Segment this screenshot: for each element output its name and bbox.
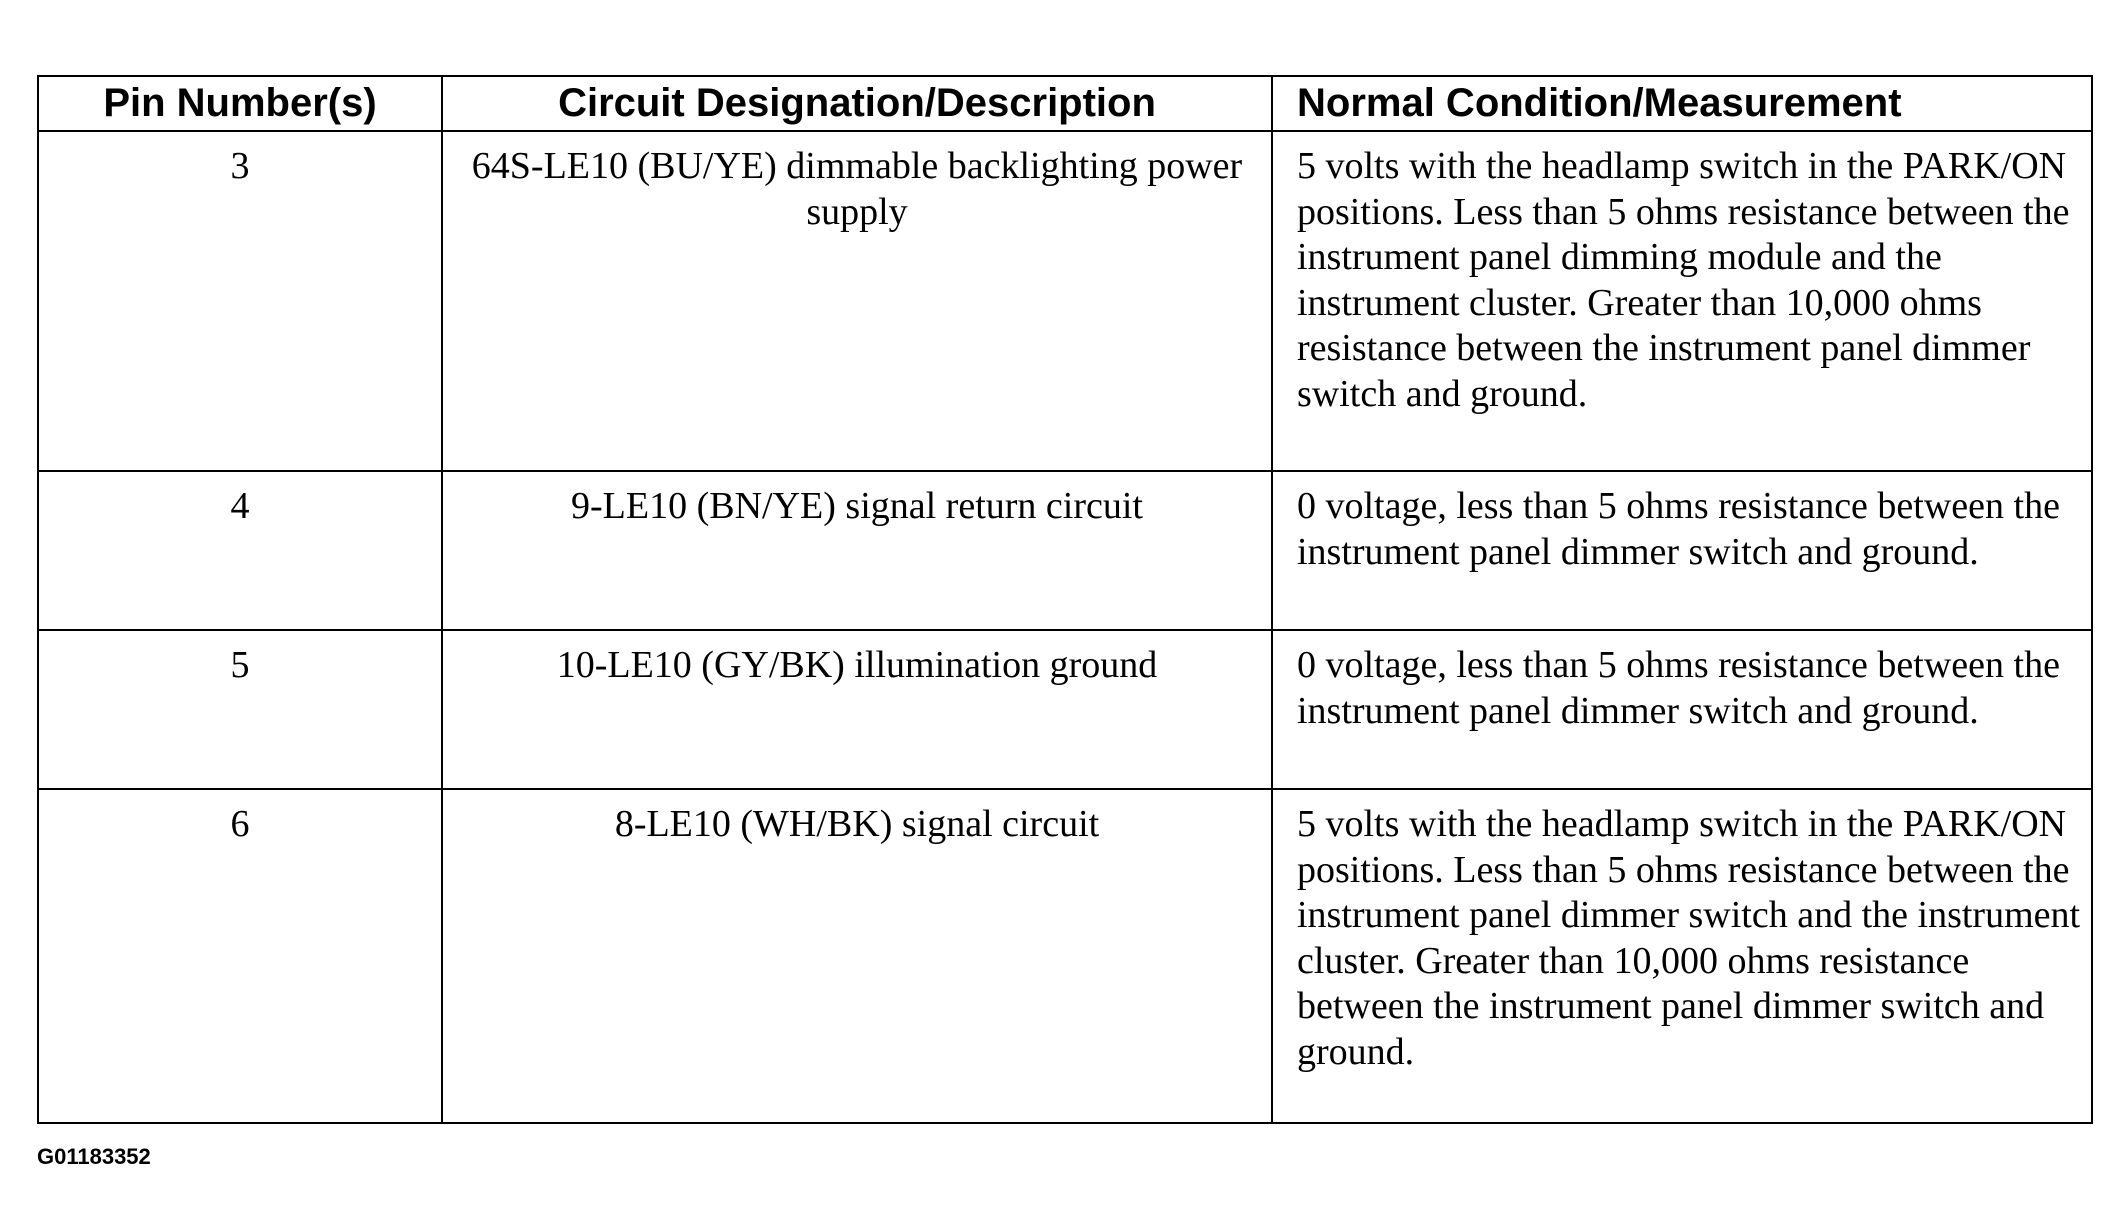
header-circuit-designation: Circuit Designation/Description (442, 76, 1272, 131)
condition-cell: 5 volts with the headlamp switch in the PARK/ON positions. Less than 5 ohms resistance between the instrument panel dimming module and the instrument cluster. Greater than 10,000 ohms resistance between the instrument panel dimmer switch and ground. (1272, 131, 2092, 471)
pin-number-cell: 5 (38, 630, 442, 789)
circuit-description-cell: 10-LE10 (GY/BK) illumination ground (442, 630, 1272, 789)
table-row (38, 630, 2092, 789)
header-normal-condition: Normal Condition/Measurement (1272, 76, 2092, 131)
table-row (38, 789, 2092, 1123)
circuit-description-cell: 9-LE10 (BN/YE) signal return circuit (442, 471, 1272, 630)
condition-cell: 0 voltage, less than 5 ohms resistance between the instrument panel dimmer switch and ground. (1272, 471, 2092, 630)
header-pin-numbers: Pin Number(s) (38, 76, 442, 131)
figure-reference-code: G01183352 (37, 1144, 151, 1169)
table-header-row (38, 76, 2092, 131)
table-row (38, 471, 2092, 630)
condition-cell: 5 volts with the headlamp switch in the PARK/ON positions. Less than 5 ohms resistance between the instrument panel dimmer switch and the instrument cluster. Greater than 10,000 ohms resistance between the instrument panel dimmer switch and ground. (1272, 789, 2092, 1123)
pin-number-cell: 4 (38, 471, 442, 630)
pin-table-container (37, 75, 2093, 1124)
pin-number-cell: 3 (38, 131, 442, 471)
circuit-description-cell: 64S-LE10 (BU/YE) dimmable backlighting power supply (442, 131, 1272, 471)
table-row (38, 131, 2092, 471)
circuit-description-cell: 8-LE10 (WH/BK) signal circuit (442, 789, 1272, 1123)
pin-number-cell: 6 (38, 789, 442, 1123)
condition-cell: 0 voltage, less than 5 ohms resistance between the instrument panel dimmer switch and ground. (1272, 630, 2092, 789)
pin-circuit-table (37, 75, 2093, 1124)
